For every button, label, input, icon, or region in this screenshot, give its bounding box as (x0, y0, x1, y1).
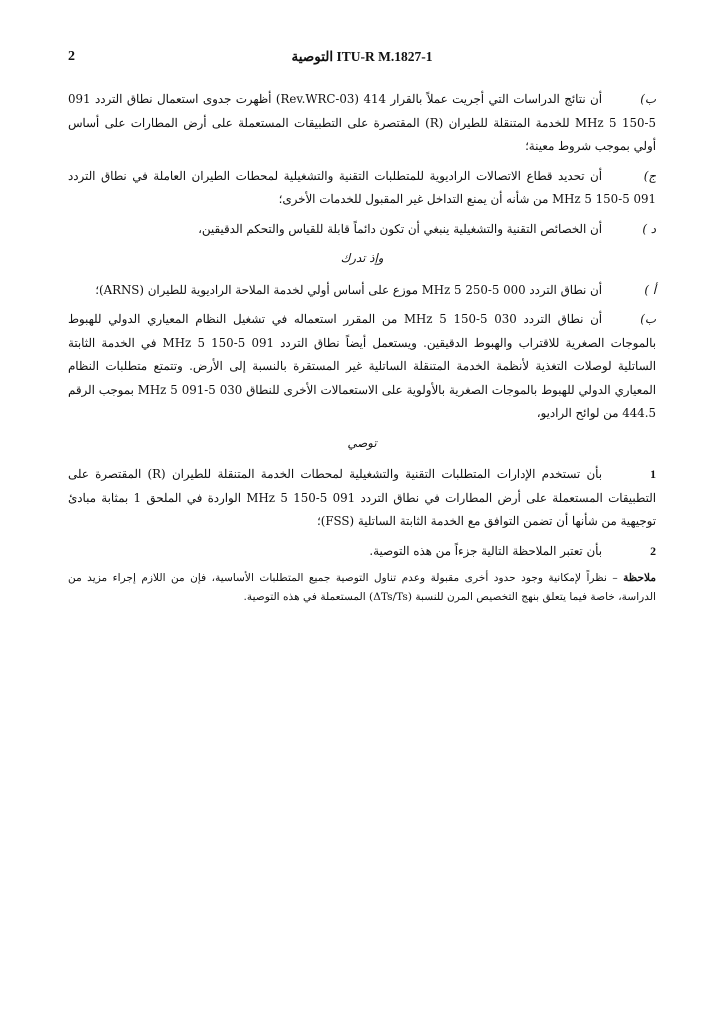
considering-b (68, 88, 656, 159)
considering-c (68, 165, 656, 212)
item-text: أن نتائج الدراسات التي أجريت عملاً بالقرار 414 (Rev.WRC-03) أظهرت جدوى استعمال نطاق التردد 091 5-150 5 MHz للخدمة المتنقلة للطيران (R) المقتصرة على التطبيقات المستعملة على أرض المطارات على أساس أولي بموجب شروط معينة؛ (68, 92, 657, 153)
item-label: أ ) (644, 282, 656, 297)
page-number: 2 (68, 49, 75, 64)
item-label: ب) (640, 312, 657, 326)
note-text: – نظراً لإمكانية وجود حدود أخرى مقبولة وعدم تناول التوصية جميع المتطلبات الأساسية، فإن من اللازم إجراء مزيد من الدراسة، خاصة فيما يتعلق بنهج التخصيص المرن للنسبة (ΔTs/Ts) المستعملة في هذه التوصية. (68, 572, 656, 603)
item-number: 1 (650, 467, 656, 481)
item-label: د ) (642, 221, 656, 236)
document-body (68, 88, 656, 613)
recommends-2 (68, 540, 656, 564)
recognizing-heading: وإذ تدرك (340, 251, 384, 265)
item-text: بأن تعتبر الملاحظة التالية جزءاً من هذه التوصية. (369, 543, 602, 558)
page-header (68, 49, 656, 69)
note-label: ملاحظة (623, 572, 656, 584)
item-text: أن تحديد قطاع الاتصالات الراديوية للمتطلبات التقنية والتشغيلية لمحطات الطيران العاملة في نطاق التردد 091 5-150 5 MHz من شأنه أن يمنع التداخل غير المقبول للخدمات الأخرى؛ (68, 168, 656, 206)
item-text: أن نطاق التردد 000 5-250 5 MHz موزع على أساس أولي لخدمة الملاحة الراديوية للطيران (ARNS)؛ (95, 282, 602, 297)
recognizing-b (68, 308, 656, 426)
recognizing-a (68, 279, 656, 303)
considering-d (68, 218, 656, 242)
note (68, 569, 656, 607)
item-text: بأن تستخدم الإدارات المتطلبات التقنية والتشغيلية لمحطات الخدمة المتنقلة للطيران (R) المقتصرة على التطبيقات المستعملة على أرض المطارات في نطاق التردد 091 5-150 5 MHz الواردة في الملحق 1 بمثابة مبادئ توجيهية من شأنها أن تضمن التوافق مع الخدمة الثابتة الساتلية (FSS)؛ (68, 467, 657, 528)
item-label: ج) (643, 168, 656, 183)
recommends-heading: توصي (347, 435, 377, 450)
recommends-1 (68, 463, 656, 534)
page-title: ITU-R M.1827-1 التوصية (291, 49, 433, 64)
item-number: 2 (650, 543, 656, 558)
item-label: ب) (640, 92, 656, 106)
item-text: أن الخصائص التقنية والتشغيلية ينبغي أن تكون دائماً قابلة للقياس والتحكم الدقيقين، (198, 221, 602, 236)
item-text: أن نطاق التردد 030 5-150 5 MHz من المقرر استعماله في تشغيل النظام المعياري الدولي للهبوط بالموجات الصغرية للاقتراب والهبوط الدقيقين. ويستعمل أيضاً نطاق التردد 091 5-150 5 MHz في الخدمة الثابتة الساتلية لوصلات التغذية لأنظمة الخدمة المتنقلة الساتلية غير المستقرة بالنسبة إلى الأرض. وتتمتع متطلبات النظام المعياري الدولي للهبوط بالموجات الصغرية بالأولوية على الاستعمالات الأخرى للنطاق 030 5-091 5 MHz بموجب الرقم 444.5 من لوائح الراديو، (68, 312, 657, 420)
